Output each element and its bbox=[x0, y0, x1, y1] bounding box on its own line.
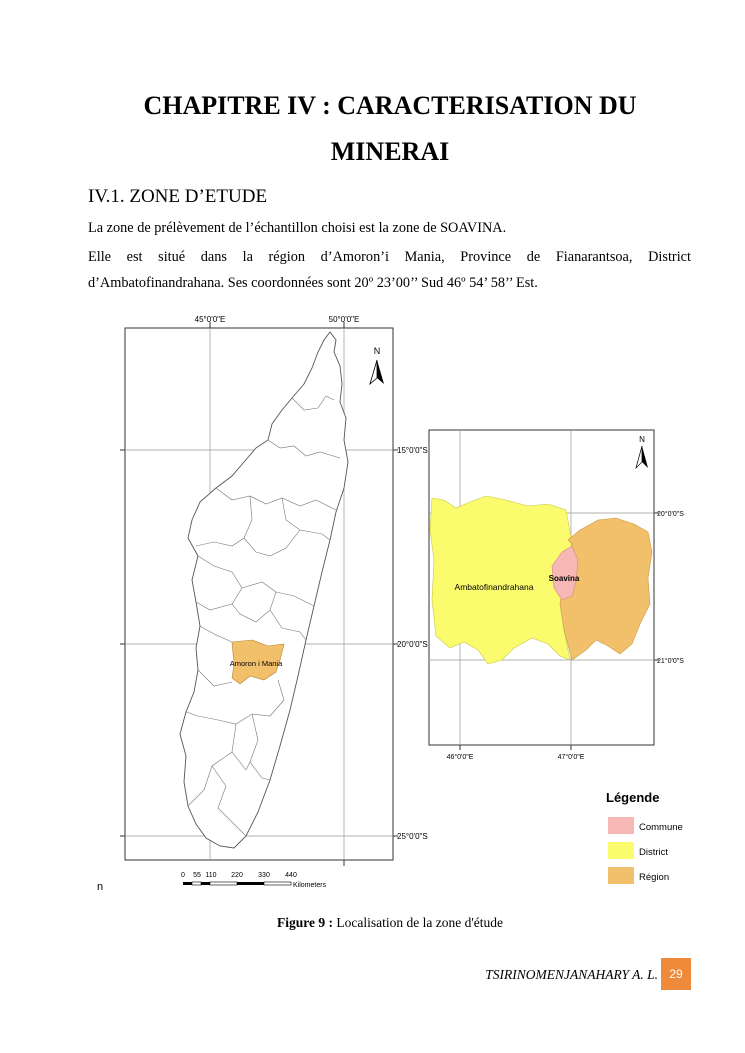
figure-caption bbox=[0, 915, 745, 931]
svg-text:110: 110 bbox=[205, 872, 217, 879]
legend-label-region: Région bbox=[639, 872, 670, 883]
north-arrow-main bbox=[370, 346, 384, 384]
stray-mark: n bbox=[97, 881, 104, 893]
lat-label-20: 20°0'0"S bbox=[397, 640, 428, 649]
main-map bbox=[120, 315, 428, 889]
lon-label-50: 50°0'0"E bbox=[328, 315, 360, 324]
inset-lat-20: 20°0'0"S bbox=[657, 511, 684, 518]
caption-label: Figure 9 : bbox=[277, 915, 333, 930]
chapter-title-line-1: CHAPITRE IV : CARACTERISATION DU bbox=[143, 91, 637, 120]
madagascar-outline bbox=[180, 332, 348, 848]
chapter-title-line-2: MINERAI bbox=[330, 137, 450, 166]
scale-unit: Kilometers bbox=[293, 882, 327, 889]
commune-label: Soavina bbox=[548, 574, 580, 583]
svg-text:N: N bbox=[373, 346, 381, 356]
section-heading: IV.1. ZONE D’ETUDE bbox=[88, 186, 268, 207]
svg-text:N: N bbox=[639, 435, 645, 444]
paragraph-1: La zone de prélèvement de l’échantillon choisi est la zone de SOAVINA. bbox=[88, 220, 507, 236]
svg-text:55: 55 bbox=[193, 872, 201, 879]
inset-lon-46: 46°0'0"E bbox=[446, 754, 474, 761]
legend-swatch-region bbox=[608, 867, 634, 884]
legend-title: Légende bbox=[606, 790, 660, 805]
legend-label-district: District bbox=[639, 847, 669, 858]
lat-label-25: 25°0'0"S bbox=[397, 832, 428, 841]
region-label: Amoron i Mania bbox=[229, 659, 283, 668]
inset-map bbox=[429, 430, 684, 761]
north-arrow-inset bbox=[636, 435, 648, 468]
district-label: Ambatofinandrahana bbox=[454, 582, 534, 592]
svg-text:330: 330 bbox=[258, 872, 270, 879]
legend-label-commune: Commune bbox=[639, 822, 683, 833]
inset-lon-47: 47°0'0"E bbox=[557, 754, 585, 761]
scale-bar bbox=[181, 872, 327, 889]
lat-label-15: 15°0'0"S bbox=[397, 446, 428, 455]
inset-lat-21: 21°0'0"S bbox=[657, 658, 684, 665]
paragraph-2-line-2: d’Ambatofinandrahana. Ses coordonnées sont 20º 23’00’’ Sud 46º 54’ 58’’ Est. bbox=[88, 275, 538, 291]
svg-text:440: 440 bbox=[285, 872, 297, 879]
legend-swatch-district bbox=[608, 842, 634, 859]
page-number: 29 bbox=[661, 958, 691, 990]
paragraph-2-line-1: Elle est situé dans la région d’Amoron’i Mania, Province de Fianarantsoa, District bbox=[88, 249, 691, 265]
lon-label-45: 45°0'0"E bbox=[194, 315, 226, 324]
caption-text: Localisation de la zone d'étude bbox=[333, 915, 503, 930]
legend-swatch-commune bbox=[608, 817, 634, 834]
legend bbox=[606, 790, 683, 884]
svg-text:220: 220 bbox=[231, 872, 243, 879]
svg-text:0: 0 bbox=[181, 872, 185, 879]
footer-author: TSIRINOMENJANAHARY A. L. bbox=[485, 967, 658, 982]
